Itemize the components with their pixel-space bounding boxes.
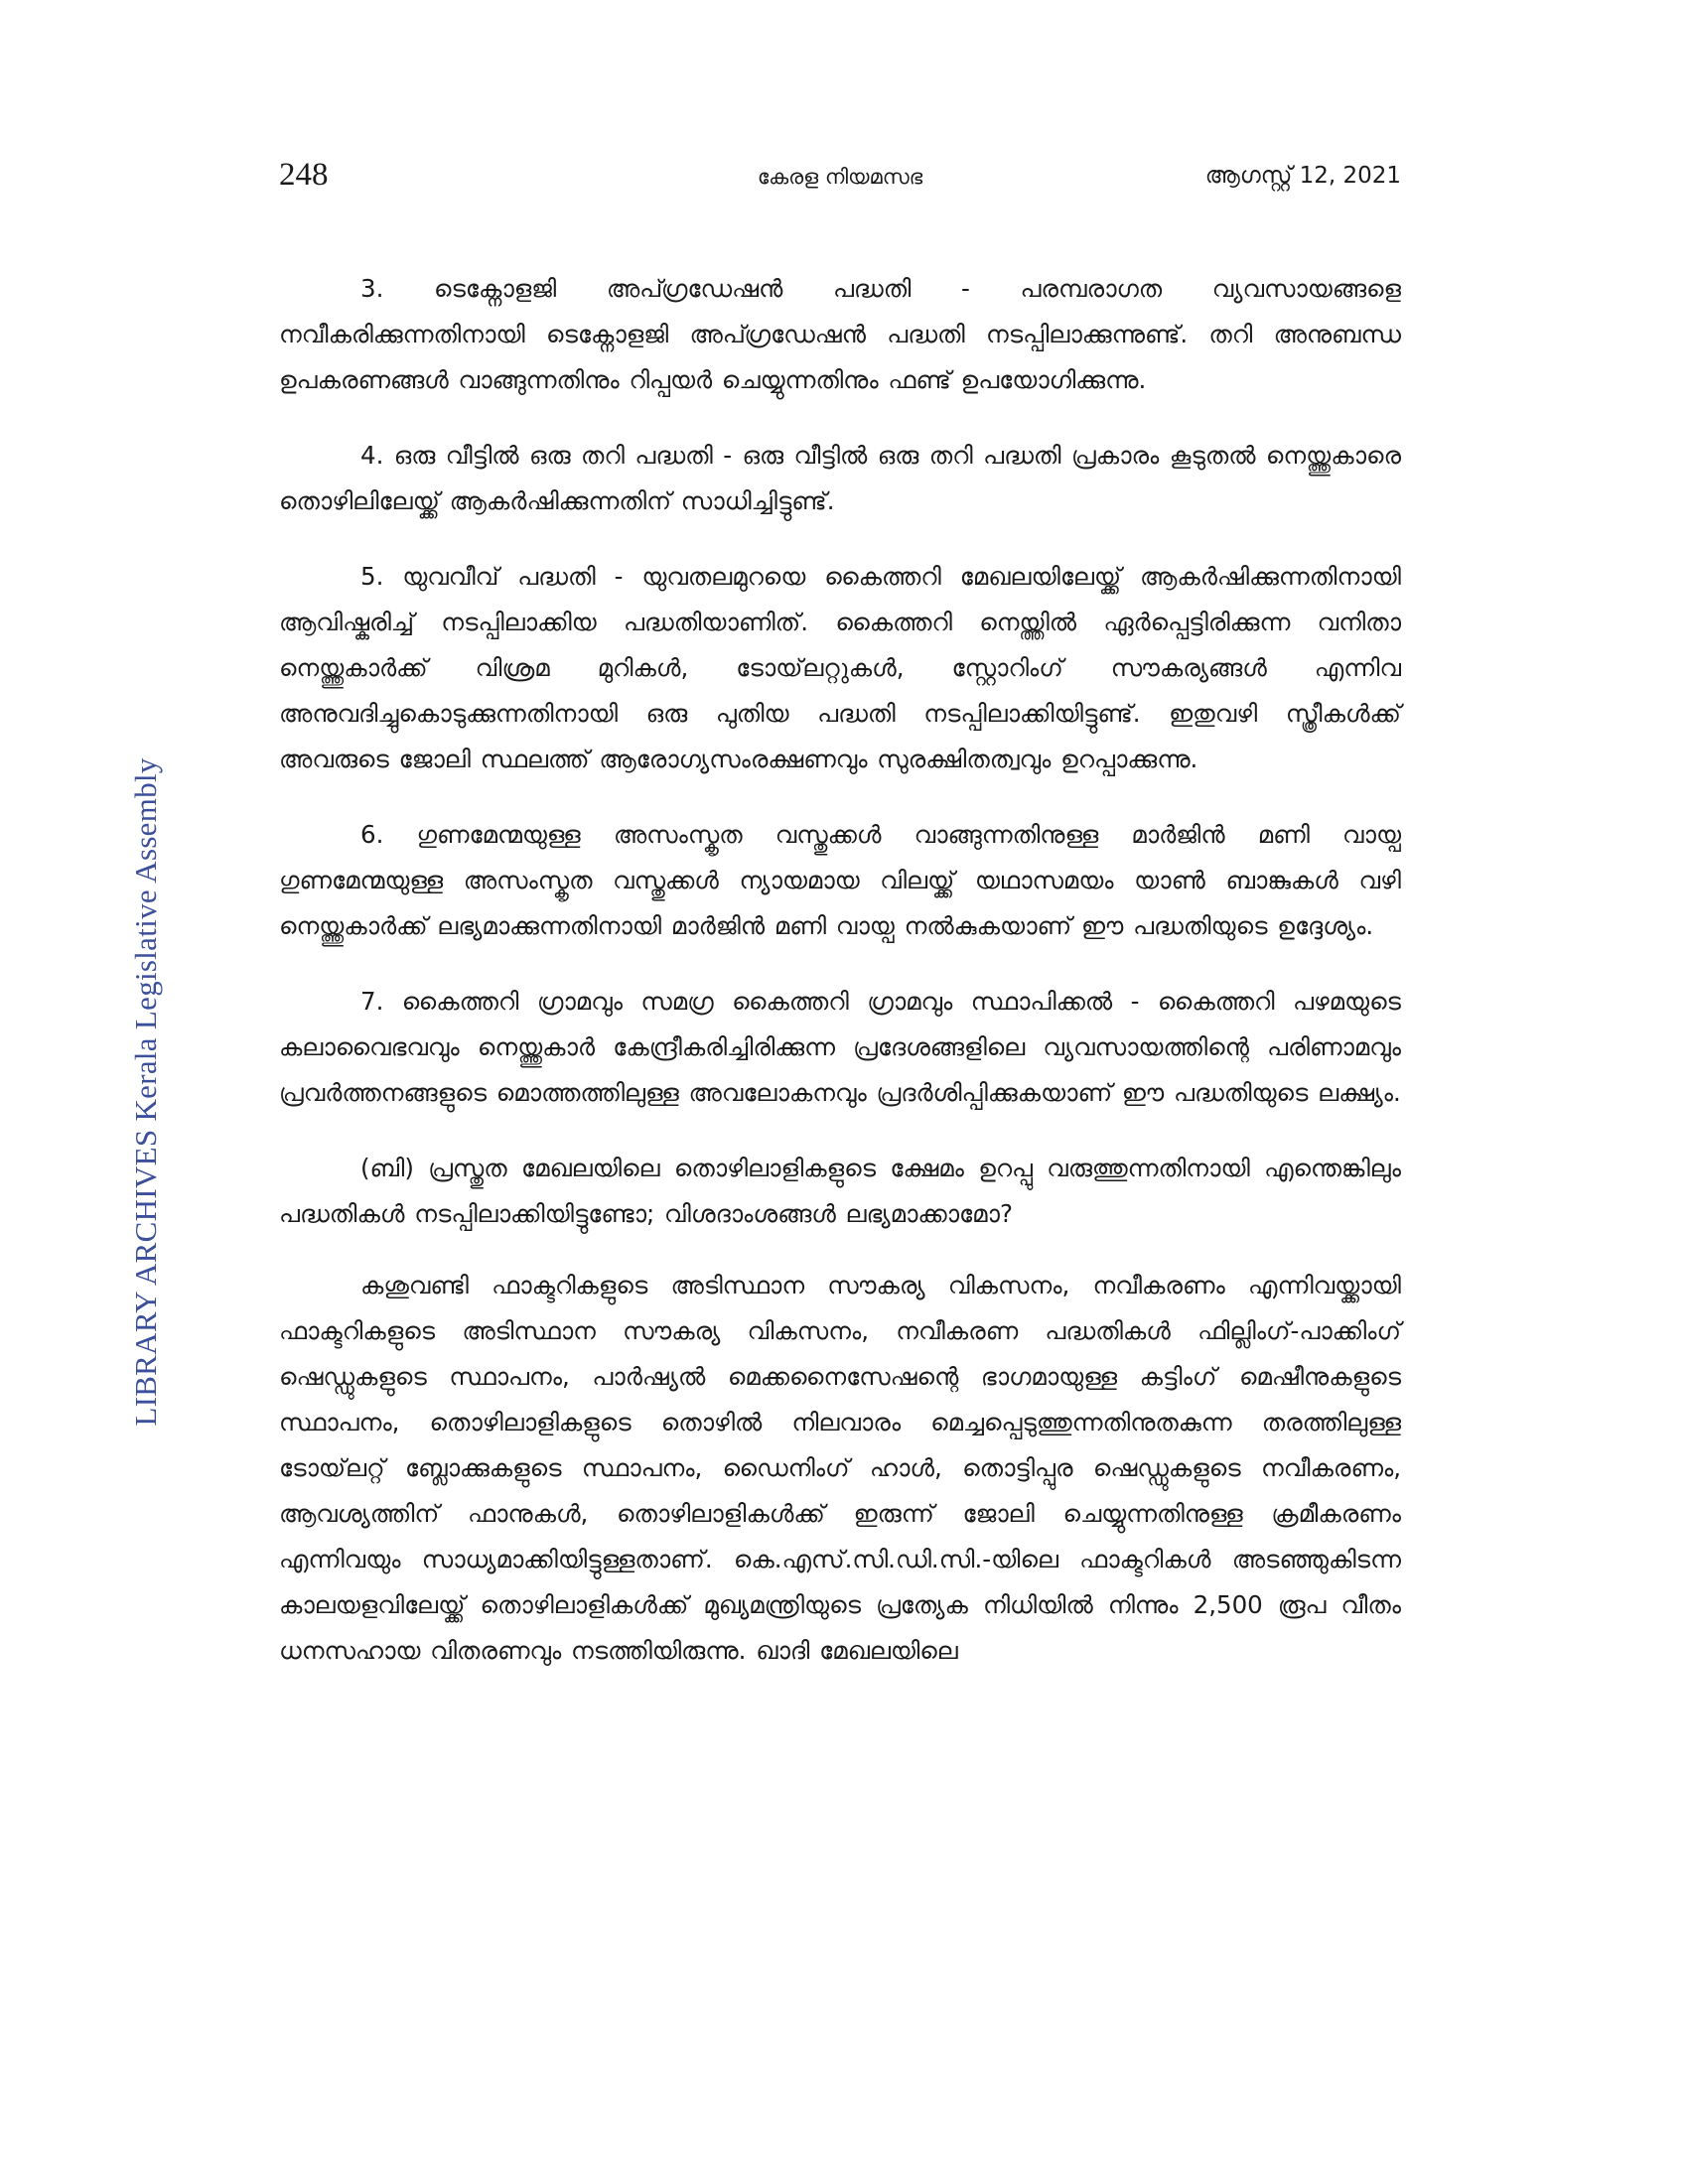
running-title: കേരള നിയമസഭ <box>757 165 923 189</box>
running-date: ആഗസ്റ്റ് 12, 2021 <box>1204 163 1401 189</box>
question-b: (ബി) പ്രസ്തുത മേഖലയിലെ തൊഴിലാളികളുടെ ക്ഷേമം ഉറപ്പു വരുത്തുന്നതിനായി എന്തെങ്കിലും പദ്ധതികൾ നടപ്പിലാക്കിയിട്ടുണ്ടോ; വിശദാംശങ്ങൾ ലഭ്യമാക്കാമോ? <box>279 1154 1401 1228</box>
archive-watermark: LIBRARY ARCHIVES Kerala Legislative Assembly <box>128 757 163 1427</box>
paragraph-item-6: 6. ഗുണമേന്മയുള്ള അസംസ്കൃത വസ്തുക്കൾ വാങ്ങുന്നതിനുള്ള മാർജിൻ മണി വായ്പ ഗുണമേന്മയുള്ള അസംസ്കൃത വസ്തുക്കൾ ന്യായമായ വിലയ്ക്ക് യഥാസമയം യാൺ ബാങ്കുകൾ വഴി നെയ്ത്തുകാർക്ക് ലഭ്യമാക്കുന്നതിനായി മാർജിൻ മണി വായ്പ നൽകുകയാണ് ഈ പദ്ധതിയുടെ ഉദ്ദേശ്യം. <box>279 820 1401 940</box>
paragraph-item-4: 4. ഒരു വീട്ടിൽ ഒരു തറി പദ്ധതി - ഒരു വീട്ടിൽ ഒരു തറി പദ്ധതി പ്രകാരം കൂടുതൽ നെയ്ത്തുകാരെ തൊഴിലിലേയ്ക്ക് ആകർഷിക്കുന്നതിന് സാധിച്ചിട്ടുണ്ട്. <box>279 441 1401 515</box>
page-number: 248 <box>279 157 329 193</box>
answer-paragraph: കശുവണ്ടി ഫാക്ടറികളുടെ അടിസ്ഥാന സൗകര്യ വികസനം, നവീകരണം എന്നിവയ്ക്കായി ഫാക്ടറികളുടെ അടിസ്ഥാന സൗകര്യ വികസനം, നവീകരണ പദ്ധതികൾ ഫില്ലിംഗ്-പാക്കിംഗ് ഷെഡ്ഡുകളുടെ സ്ഥാപനം, പാർഷ്യൽ മെക്കനൈസേഷന്റെ ഭാഗമായുള്ള കട്ടിംഗ് മെഷീനുകളുടെ സ്ഥാപനം, തൊഴിലാളികളുടെ തൊഴിൽ നിലവാരം മെച്ചപ്പെടുത്തുന്നതിനുതകുന്ന തരത്തിലുള്ള ടോയ്‌ലറ്റ് ബ്ലോക്കുകളുടെ സ്ഥാപനം, ഡൈനിംഗ് ഹാൾ, തൊട്ടിപ്പുര ഷെഡ്ഡുകളുടെ നവീകരണം, ആവശ്യത്തിന് ഫാനുകൾ, തൊഴിലാളികൾക്ക് ഇരുന്ന് ജോലി ചെയ്യുന്നതിനുള്ള ക്രമീകരണം എന്നിവയും സാധ്യമാക്കിയിട്ടുള്ളതാണ്. കെ.എസ്.സി.ഡി.സി.-യിലെ ഫാക്ടറികൾ അടഞ്ഞുകിടന്ന കാലയളവിലേയ്ക്ക് തൊഴിലാളികൾക്ക് മുഖ്യമന്ത്രിയുടെ പ്രത്യേക നിധിയിൽ നിന്നും 2,500 രൂപ വീതം ധനസഹായ വിതരണവും നടത്തിയിരുന്നു. ഖാദി മേഖലയിലെ <box>279 1271 1401 1665</box>
document-body <box>279 266 1401 1704</box>
paragraph-item-5: 5. യുവവീവ് പദ്ധതി - യുവതലമുറയെ കൈത്തറി മേഖലയിലേയ്ക്ക് ആകർഷിക്കുന്നതിനായി ആവിഷ്കരിച്ച് നടപ്പിലാക്കിയ പദ്ധതിയാണിത്. കൈത്തറി നെയ്ത്തിൽ ഏർപ്പെട്ടിരിക്കുന്ന വനിതാ നെയ്ത്തുകാർക്ക് വിശ്രമ മുറികൾ, ടോയ്‌ലറ്റുകൾ, സ്റ്റോറിംഗ് സൗകര്യങ്ങൾ എന്നിവ അനുവദിച്ചുകൊടുക്കുന്നതിനായി ഒരു പുതിയ പദ്ധതി നടപ്പിലാക്കിയിട്ടുണ്ട്. ഇതുവഴി സ്ത്രീകൾക്ക് അവരുടെ ജോലി സ്ഥലത്ത് ആരോഗ്യസംരക്ഷണവും സുരക്ഷിതത്വവും ഉറപ്പാക്കുന്നു. <box>279 562 1401 773</box>
page-header <box>279 157 1401 206</box>
paragraph-item-3: 3. ടെക്നോളജി അപ്ഗ്രഡേഷൻ പദ്ധതി - പരമ്പരാഗത വ്യവസായങ്ങളെ നവീകരിക്കുന്നതിനായി ടെക്നോളജി അപ്ഗ്രഡേഷൻ പദ്ധതി നടപ്പിലാക്കുന്നുണ്ട്. തറി അനുബന്ധ ഉപകരണങ്ങൾ വാങ്ങുന്നതിനും റിപ്പയർ ചെയ്യുന്നതിനും ഫണ്ട് ഉപയോഗിക്കുന്നു. <box>279 274 1401 394</box>
paragraph-item-7: 7. കൈത്തറി ഗ്രാമവും സമഗ്ര കൈത്തറി ഗ്രാമവും സ്ഥാപിക്കൽ - കൈത്തറി പഴമയുടെ കലാവൈഭവവും നെയ്ത്തുകാർ കേന്ദ്രീകരിച്ചിരിക്കുന്ന പ്രദേശങ്ങളിലെ വ്യവസായത്തിന്റെ പരിണാമവും പ്രവർത്തനങ്ങളുടെ മൊത്തത്തിലുള്ള അവലോകനവും പ്രദർശിപ്പിക്കുകയാണ് ഈ പദ്ധതിയുടെ ലക്ഷ്യം. <box>279 987 1401 1107</box>
